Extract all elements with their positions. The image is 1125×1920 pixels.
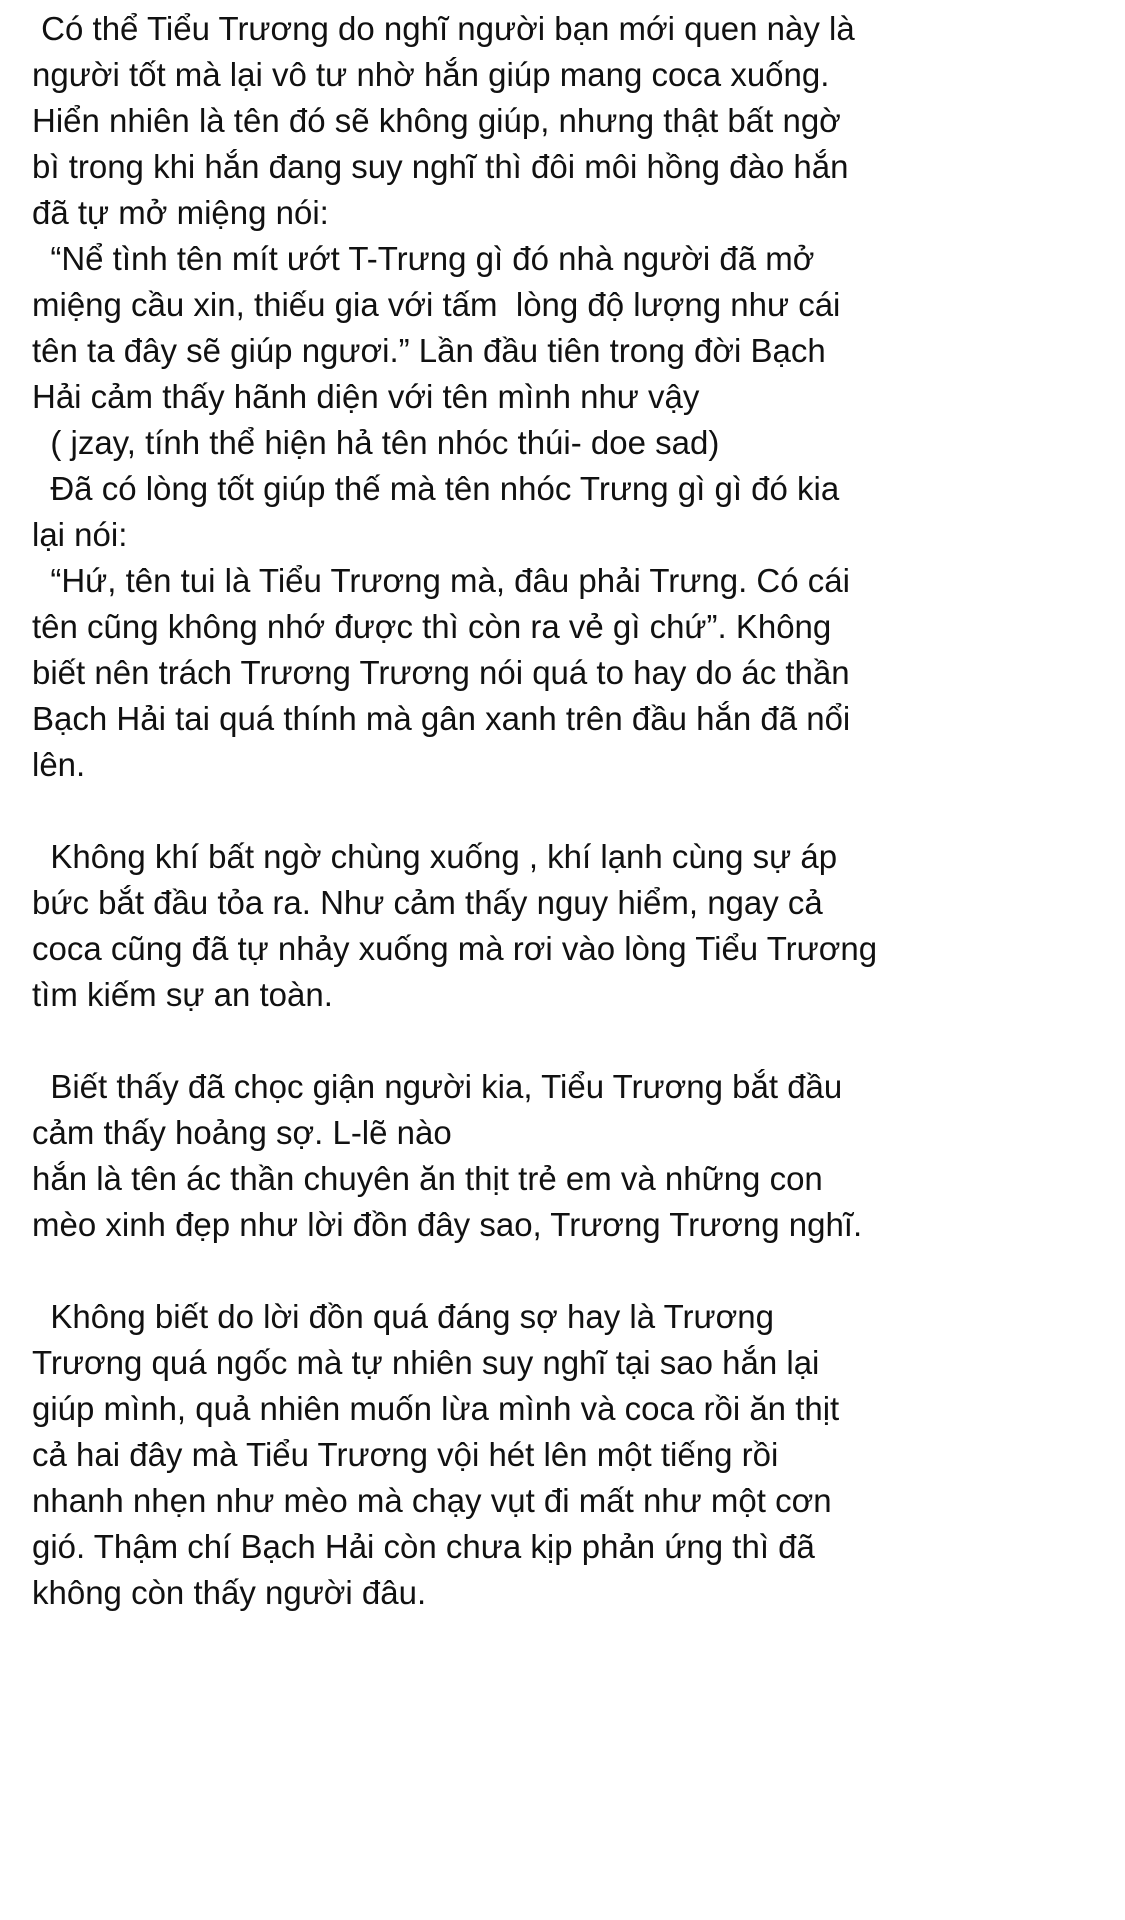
- text-line: tìm kiếm sự an toàn.: [32, 976, 333, 1013]
- paragraph-gap: [32, 1018, 1105, 1064]
- text-line: Trương quá ngốc mà tự nhiên suy nghĩ tại sao hắn lại: [32, 1344, 820, 1381]
- text-line: tên ta đây sẽ giúp ngươi.” Lần đầu tiên trong đời Bạch: [32, 332, 826, 369]
- text-line: cả hai đây mà Tiểu Trương vội hét lên một tiếng rồi: [32, 1436, 779, 1473]
- text-line: gió. Thậm chí Bạch Hải còn chưa kịp phản ứng thì đã: [32, 1528, 815, 1565]
- text-line: lên.: [32, 746, 86, 783]
- text-line: Có thể Tiểu Trương do nghĩ người bạn mới quen này là: [32, 10, 855, 47]
- text-line: miệng cầu xin, thiếu gia với tấm lòng độ lượng như cái: [32, 286, 841, 323]
- text-line: Hải cảm thấy hãnh diện với tên mình như vậy: [32, 378, 700, 415]
- text-line: cảm thấy hoảng sợ. L-lẽ nào: [32, 1114, 452, 1151]
- text-line: tên cũng không nhớ được thì còn ra vẻ gì chứ”. Không: [32, 608, 832, 645]
- text-line: coca cũng đã tự nhảy xuống mà rơi vào lòng Tiểu Trương: [32, 930, 878, 967]
- text-line: người tốt mà lại vô tư nhờ hắn giúp mang coca xuống.: [32, 56, 830, 93]
- paragraph-gap: [32, 1248, 1105, 1294]
- text-line: giúp mình, quả nhiên muốn lừa mình và coca rồi ăn thịt: [32, 1390, 840, 1427]
- text-line: bì trong khi hắn đang suy nghĩ thì đôi môi hồng đào hắn: [32, 148, 849, 185]
- text-line: Không biết do lời đồn quá đáng sợ hay là Trương: [32, 1298, 774, 1335]
- text-line: hắn là tên ác thần chuyên ăn thịt trẻ em và những con: [32, 1160, 823, 1197]
- text-line: lại nói:: [32, 516, 128, 553]
- text-line: nhanh nhẹn như mèo mà chạy vụt đi mất như một cơn: [32, 1482, 832, 1519]
- text-line: mèo xinh đẹp như lời đồn đây sao, Trương Trương nghĩ.: [32, 1206, 863, 1243]
- text-line: Không khí bất ngờ chùng xuống , khí lạnh cùng sự áp: [32, 838, 838, 875]
- text-line: đã tự mở miệng nói:: [32, 194, 329, 231]
- text-line: Biết thấy đã chọc giận người kia, Tiểu Trương bắt đầu: [32, 1068, 843, 1105]
- text-line: Hiển nhiên là tên đó sẽ không giúp, nhưng thật bất ngờ: [32, 102, 841, 139]
- text-line: biết nên trách Trương Trương nói quá to hay do ác thần: [32, 654, 850, 691]
- text-line: Bạch Hải tai quá thính mà gân xanh trên đầu hắn đã nổi: [32, 700, 851, 737]
- text-line: “Nể tình tên mít ướt T-Trưng gì đó nhà người đã mở: [32, 240, 815, 277]
- text-line: không còn thấy người đâu.: [32, 1574, 427, 1611]
- paragraph-gap: [32, 788, 1105, 834]
- text-line: Đã có lòng tốt giúp thế mà tên nhóc Trưng gì gì đó kia: [32, 470, 840, 507]
- text-line: ( jzay, tính thể hiện hả tên nhóc thúi- doe sad): [32, 424, 720, 461]
- text-line: “Hứ, tên tui là Tiểu Trương mà, đâu phải Trưng. Có cái: [32, 562, 850, 599]
- text-line: bức bắt đầu tỏa ra. Như cảm thấy nguy hiểm, ngay cả: [32, 884, 823, 921]
